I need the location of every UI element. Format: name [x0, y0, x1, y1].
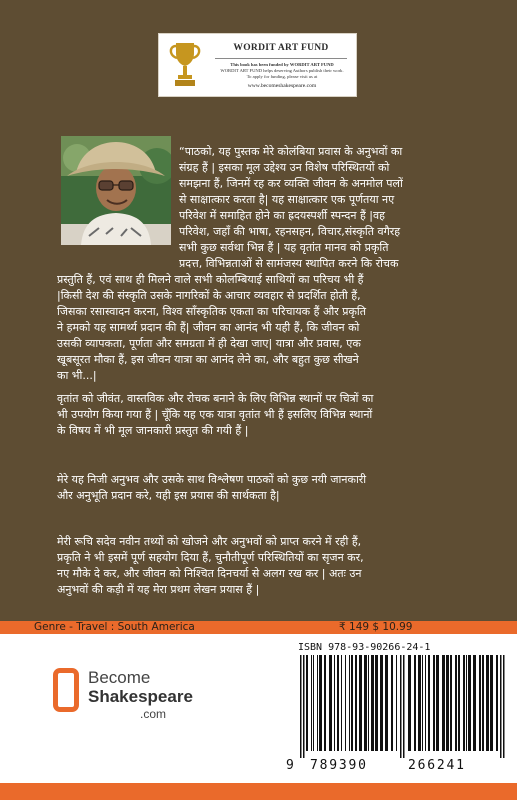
blurb-p1-line: का भी...|	[57, 369, 97, 382]
barcode-bar	[436, 655, 439, 751]
price-label: ₹ 149 $ 10.99	[339, 621, 413, 633]
isbn-label: ISBN 978-93-90266-24-1	[298, 642, 431, 653]
blurb-p4-line: मेरी रूचि सदेव नवीन तथ्यों को खोजने और अनुभवों को प्राप्त करने में रही हैं,	[57, 535, 362, 548]
genre-label: Genre - Travel : South America	[34, 621, 195, 633]
blurb-p1-line: समझना हैं, जिनमें रह कर व्यक्ति जीवन के अनमोल पलों	[179, 177, 403, 190]
fund-title: WORDIT ART FUND	[233, 43, 329, 53]
barcode-bar	[422, 655, 423, 751]
blurb-p1-line: से साक्षात्कार करता है| यह साक्षात्कार एक पूर्णतया नए	[179, 193, 395, 206]
barcode-bar	[319, 655, 322, 751]
barcode-bar	[486, 655, 489, 751]
blurb-p1-line: जिसका रसास्वादन करना, विश्व साँस्कृतिक एकता का परिचायक हैं और प्रकृति	[57, 305, 367, 318]
fund-line-apply: To apply for funding, please visit us at	[246, 74, 318, 79]
blurb-p4-line: नए मौके दे कर, और जीवन को निश्चित दिनचर्या से अलग रख कर | अतः उन	[57, 567, 362, 580]
barcode-bar	[479, 655, 481, 751]
barcode-bar	[345, 655, 346, 751]
barcode-bar	[433, 655, 435, 751]
publisher-domain: .com	[140, 707, 167, 721]
barcode-bar	[458, 655, 460, 751]
barcode-bar	[414, 655, 416, 751]
blurb-p3-line: और अनुभूति प्रदान करे, यही इस प्रयास की सार्थकता है|	[57, 489, 280, 502]
blurb-p1-line: “पाठको, यह पुस्तक मेरे कोलंबिया प्रवास के अनुभवों का	[179, 145, 403, 158]
barcode-bar	[466, 655, 467, 751]
blurb-p2-line: वृतांत को जीवंत, वास्तविक और रोचक बनाने के लिए विभिन्न स्थानों पर चित्रों का	[57, 392, 374, 405]
blurb-p1-line: परिवेश, जहाँ की भाषा, रहनसहन, विचार,संस्कृति वगैरह	[179, 225, 401, 238]
barcode-bar	[300, 655, 302, 758]
barcode-bar	[303, 655, 305, 758]
barcode-bar	[334, 655, 335, 751]
barcode-bar	[400, 655, 402, 758]
publisher-name-shakespeare: Shakespeare	[88, 687, 193, 706]
barcode-bar	[368, 655, 369, 751]
barcode-bar	[442, 655, 445, 751]
barcode-bar	[396, 655, 397, 751]
barcode-bar	[391, 655, 393, 751]
blurb-p4-line: अनुभवों की कड़ी में यह मेरा प्रथम लेखन प्रयास हैं |	[57, 583, 260, 596]
barcode-bar	[341, 655, 342, 751]
barcode-bar	[455, 655, 457, 751]
barcode-bar	[468, 655, 471, 751]
barcode-bar	[349, 655, 350, 751]
barcode-bar	[351, 655, 353, 751]
fund-line-funded: This book has been funded by WORDIT ART FUND	[230, 62, 334, 67]
barcode-bar	[375, 655, 378, 751]
blurb-p1-line: परिवेश में समाहित होने का ह्रदयस्पर्शी स्पन्दन हैं |वह	[179, 209, 385, 222]
blurb-p1-line: खूबसूरत मौका हैं, इस जीवन यात्रा का आनंद लेने का, और बहुत कुछ सीखने	[57, 353, 359, 366]
barcode-left-digits: 789390	[310, 758, 368, 773]
barcode-bar	[473, 655, 476, 751]
barcode-bar	[306, 655, 308, 751]
barcode-bar	[403, 655, 405, 758]
barcode-bar	[324, 655, 326, 751]
blurb-p3-line: मेरे यह निजी अनुभव और उसके साथ विश्लेषण पाठकों को कुछ नयी जानकारी	[57, 473, 367, 486]
barcode-right-digits: 266241	[408, 758, 466, 773]
barcode-bar	[428, 655, 430, 751]
blurb-p4-line: प्रकृति ने भी इसमें पूर्ण सहयोग दिया हैं, चुनौतीपूर्ण परिस्थितियों का सृजन कर,	[57, 551, 364, 564]
barcode-bar	[463, 655, 465, 751]
barcode-bar	[371, 655, 374, 751]
barcode-bar	[359, 655, 362, 751]
barcode	[296, 655, 509, 758]
barcode-bar	[490, 655, 493, 751]
barcode-bar	[408, 655, 411, 751]
blurb-p1-line: |किसी देश की संस्कृति उसके नागरिकों के आचार व्यवहार से प्रदर्शित होती हैं,	[57, 289, 361, 302]
blurb-p2-line: भी उपयोग किया गया हैं | चूँकि यह एक यात्रा वृतांत भी हैं इसलिए विभिन्न स्थानों	[57, 408, 373, 421]
blurb-p1-line: प्रदत्त, विभिन्नताओं से सामंजस्य स्थापित करने कि रोचक	[179, 257, 399, 270]
barcode-bar	[380, 655, 383, 751]
barcode-bar	[482, 655, 484, 751]
barcode-first-digit: 9	[286, 758, 294, 773]
become-shakespeare-logo-icon	[53, 668, 79, 712]
barcode-bar	[355, 655, 357, 751]
barcode-bar	[337, 655, 339, 751]
fund-url: www.becomeshakespeare.com	[247, 83, 317, 89]
blurb-p1-line: ने हमको यह सामर्थ्य प्रदान की हैं| जीवन का आनंद भी यही हैं, कि जीवन को	[57, 321, 360, 334]
barcode-bar	[313, 655, 314, 751]
blurb-p1-line: संग्रह हैं | इसका मूल उद्देश्य उन विशेष परिस्थितयों को	[179, 161, 390, 174]
barcode-bar	[425, 655, 426, 751]
blurb-p1-line: सभी कुछ सर्वथा भिन्न हैं | यह वृतांत मानव को प्रकृति	[179, 241, 389, 254]
fund-line-helps: WORDIT ART FUND helps deserving Authors publish their work.	[220, 68, 344, 73]
barcode-bar	[496, 655, 498, 751]
barcode-bar	[385, 655, 388, 751]
barcode-bar	[450, 655, 452, 751]
barcode-bar	[446, 655, 449, 751]
barcode-bar	[418, 655, 421, 751]
bottom-orange-bar	[0, 783, 517, 800]
barcode-bar	[364, 655, 367, 751]
blurb-p1-line: उसकी व्यापकता, पूर्णता और समग्रता में ही देखा जाए| यात्रा और प्रवास, एक	[57, 337, 361, 350]
blurb-p1-line: प्रस्तुति हैं, एवं साथ ही मिलने वाले सभी कोलम्बियाई साथियों का परिचय भी हैं	[57, 273, 364, 286]
barcode-bar	[503, 655, 505, 758]
blurb-p2-line: के विषय में भी मूल जानकारी प्रस्तुत की गयी हैं |	[57, 424, 249, 437]
barcode-bar	[311, 655, 312, 751]
barcode-bar	[317, 655, 318, 751]
barcode-bar	[329, 655, 332, 751]
publisher-name-become: Become	[88, 668, 151, 687]
barcode-bar	[500, 655, 502, 758]
